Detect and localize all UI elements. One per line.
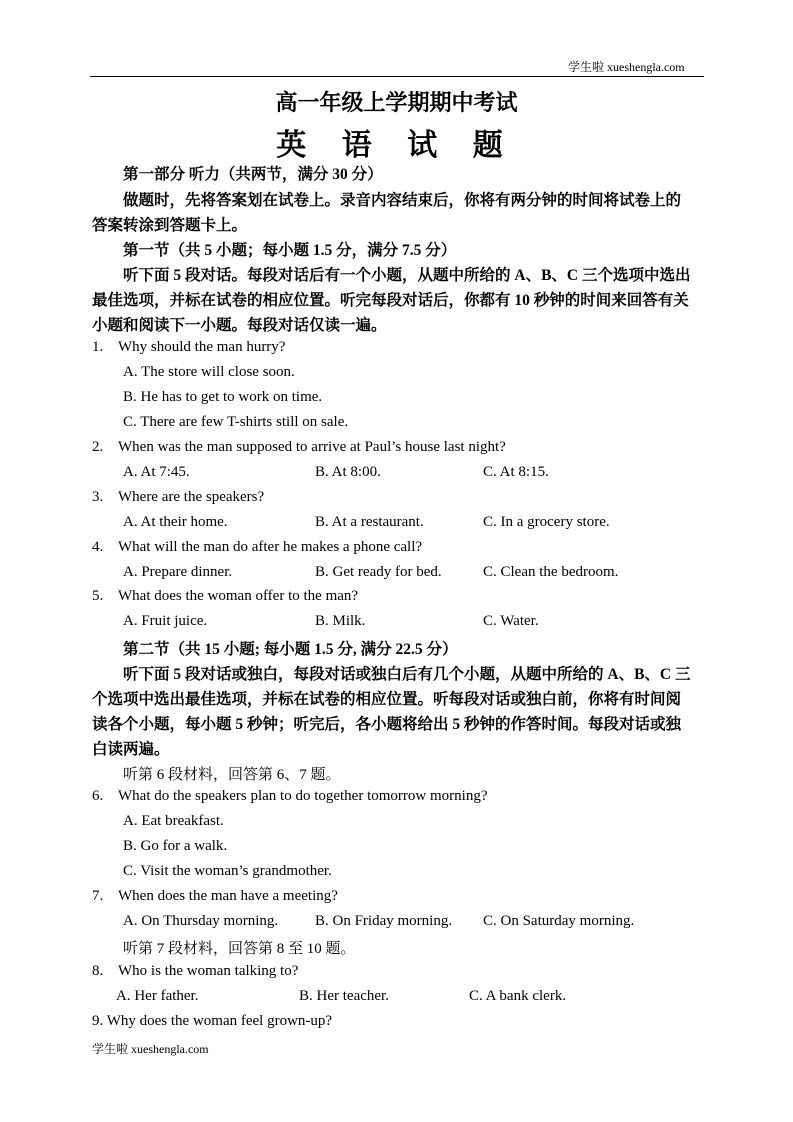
section2-instr-line3: 读各个小题，每小题 5 秒钟；听完后，各小题将给出 5 秒钟的作答时间。每段对话或独 bbox=[92, 716, 682, 733]
q8-option-a: A. Her father. bbox=[116, 988, 199, 1004]
q2-text: When was the man supposed to arrive at Paul’s house last night? bbox=[118, 439, 506, 455]
part1-intro-line2: 答案转涂到答题卡上。 bbox=[92, 217, 248, 234]
q7-option-a: A. On Thursday morning. bbox=[123, 913, 279, 929]
q5-number: 5. bbox=[92, 588, 104, 604]
q3-option-b: B. At a restaurant. bbox=[315, 514, 424, 530]
q9-text: 9. Why does the woman feel grown-up? bbox=[92, 1013, 333, 1029]
section1-instr-line2: 最佳选项，并标在试卷的相应位置。听完每段对话后，你都有 10 秒钟的时间来回答有关 bbox=[92, 292, 689, 309]
part1-heading: 第一部分 听力（共两节，满分 30 分） bbox=[123, 166, 383, 183]
q4-number: 4. bbox=[92, 539, 104, 555]
q2-option-c: C. At 8:15. bbox=[483, 464, 549, 480]
q2-option-a: A. At 7:45. bbox=[123, 464, 190, 480]
q1-option-a: A. The store will close soon. bbox=[123, 364, 295, 380]
q6-option-b: B. Go for a walk. bbox=[123, 838, 228, 854]
material7-note: 听第 7 段材料，回答第 8 至 10 题。 bbox=[123, 941, 356, 957]
q8-option-b: B. Her teacher. bbox=[299, 988, 389, 1004]
section1-instr-line1: 听下面 5 段对话。每段对话后有一个小题，从题中所给的 A、B、C 三个选项中选出 bbox=[123, 267, 691, 284]
footer-site: 学生啦 xueshengla.com bbox=[92, 1042, 209, 1056]
q5-option-c: C. Water. bbox=[483, 613, 539, 629]
header-rule bbox=[90, 76, 704, 77]
q4-option-b: B. Get ready for bed. bbox=[315, 564, 442, 580]
section2-instr-line2: 个选项中选出最佳选项，并标在试卷的相应位置。听每段对话或独白前，你将有时间阅 bbox=[92, 691, 682, 708]
part1-intro-line1: 做题时，先将答案划在试卷上。录音内容结束后，你将有两分钟的时间将试卷上的 bbox=[123, 192, 682, 209]
q6-number: 6. bbox=[92, 788, 104, 804]
exam-title: 高一年级上学期期中考试 bbox=[275, 90, 518, 115]
q5-option-b: B. Milk. bbox=[315, 613, 366, 629]
q8-option-c: C. A bank clerk. bbox=[469, 988, 567, 1004]
q4-option-a: A. Prepare dinner. bbox=[123, 564, 233, 580]
material6-note: 听第 6 段材料，回答第 6、7 题。 bbox=[123, 767, 341, 783]
q1-option-c: C. There are few T-shirts still on sale. bbox=[123, 414, 349, 430]
q7-option-b: B. On Friday morning. bbox=[315, 913, 453, 929]
q3-option-c: C. In a grocery store. bbox=[483, 514, 610, 530]
q7-option-c: C. On Saturday morning. bbox=[483, 913, 635, 929]
section1-heading: 第一节（共 5 小题；每小题 1.5 分，满分 7.5 分） bbox=[123, 242, 457, 259]
q6-option-c: C. Visit the woman’s grandmother. bbox=[123, 863, 332, 879]
section2-instr-line1: 听下面 5 段对话或独白，每段对话或独白后有几个小题，从题中所给的 A、B、C 三 bbox=[123, 666, 691, 683]
q1-text: Why should the man hurry? bbox=[118, 339, 286, 355]
section2-instr-line4: 白读两遍。 bbox=[92, 741, 170, 758]
q2-option-b: B. At 8:00. bbox=[315, 464, 381, 480]
q1-number: 1. bbox=[92, 339, 104, 355]
header-site: 学生啦 xueshengla.com bbox=[568, 60, 685, 74]
q4-text: What will the man do after he makes a phone call? bbox=[118, 539, 423, 555]
q6-option-a: A. Eat breakfast. bbox=[123, 813, 224, 829]
q8-text: Who is the woman talking to? bbox=[118, 963, 299, 979]
q1-option-b: B. He has to get to work on time. bbox=[123, 389, 323, 405]
q6-text: What do the speakers plan to do together tomorrow morning? bbox=[118, 788, 488, 804]
exam-subtitle: 英 语 试 题 bbox=[276, 129, 517, 162]
q4-option-c: C. Clean the bedroom. bbox=[483, 564, 619, 580]
q3-number: 3. bbox=[92, 489, 104, 505]
q3-text: Where are the speakers? bbox=[118, 489, 265, 505]
q7-text: When does the man have a meeting? bbox=[118, 888, 338, 904]
q5-text: What does the woman offer to the man? bbox=[118, 588, 359, 604]
q5-option-a: A. Fruit juice. bbox=[123, 613, 208, 629]
q3-option-a: A. At their home. bbox=[123, 514, 228, 530]
section2-heading: 第二节（共 15 小题; 每小题 1.5 分, 满分 22.5 分） bbox=[123, 641, 458, 658]
q2-number: 2. bbox=[92, 439, 104, 455]
q8-number: 8. bbox=[92, 963, 104, 979]
q7-number: 7. bbox=[92, 888, 104, 904]
section1-instr-line3: 小题和阅读下一小题。每段对话仅读一遍。 bbox=[92, 317, 387, 334]
